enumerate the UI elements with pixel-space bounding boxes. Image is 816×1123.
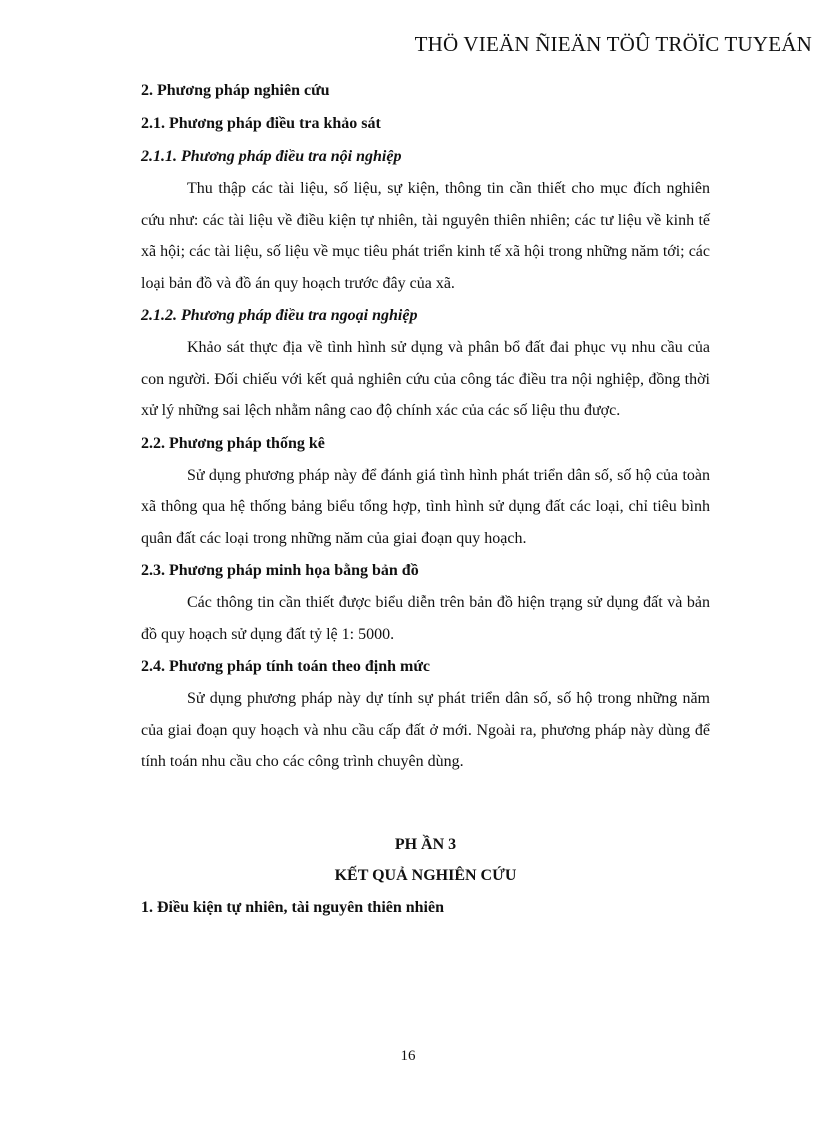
part-3-block [141,829,710,924]
part-title: PH ẦN 3 [394,836,457,853]
running-header: THÖ VIEÄN ÑIEÄN TÖÛ TRÖÏC TUYEÁN [414,32,812,56]
part-subtitle: KẾT QUẢ NGHIÊN CỨU [334,867,517,884]
page-number: 16 [400,1048,416,1064]
heading-2-3: 2.3. Phương pháp minh họa bằng bản đồ [141,562,419,579]
heading-2: 2. Phương pháp nghiên cứu [141,82,330,99]
paragraph-norms: Sử dụng phương pháp này dự tính sự phát triển dân số, số hộ trong những năm của giai đoạn quy hoạch và nhu cầu cấp đất ở mới. Ngoài ra, phương pháp này dùng để tính toán nhu cầu cho các công trình chuyên dùng. [141,690,710,770]
paragraph-desk-survey: Thu thập các tài liệu, số liệu, sự kiện, thông tin cần thiết cho mục đích nghiên cứu như: các tài liệu về điều kiện tự nhiên, tài nguyên thiên nhiên; các tư liệu về kinh tế xã hội; các tài liệu, số liệu về mục tiêu phát triển kinh tế xã hội trong những năm tới; các loại bản đồ và đồ án quy hoạch trước đây của xã. [141,180,710,292]
heading-2-1: 2.1. Phương pháp điều tra khảo sát [141,115,381,132]
paragraph-field-survey: Khảo sát thực địa về tình hình sử dụng và phân bổ đất đai phục vụ nhu cầu của con người. Đối chiếu với kết quả nghiên cứu của công tác điều tra nội nghiệp, đồng thời xử lý những sai lệch nhằm nâng cao độ chính xác của các số liệu thu được. [141,339,710,419]
heading-2-1-2: 2.1.2. Phương pháp điều tra ngoại nghiệp [141,307,418,324]
paragraph-map: Các thông tin cần thiết được biểu diễn trên bản đồ hiện trạng sử dụng đất và bản đồ quy hoạch sử dụng đất tỷ lệ 1: 5000. [141,594,710,643]
heading-2-4: 2.4. Phương pháp tính toán theo định mức [141,658,431,675]
heading-2-1-1: 2.1.1. Phương pháp điều tra nội nghiệp [141,148,402,165]
heading-2-2: 2.2. Phương pháp thống kê [141,434,325,452]
part-first-heading: 1. Điều kiện tự nhiên, tài nguyên thiên nhiên [141,899,444,916]
body-content [141,74,710,778]
paragraph-statistics: Sử dụng phương pháp này để đánh giá tình hình phát triển dân số, số hộ của toàn xã thông qua hệ thống bảng biểu tổng hợp, tình hình sử dụng đất các loại, chỉ tiêu bình quân đất các loại trong những năm của giai đoạn quy hoạch. [141,466,710,547]
